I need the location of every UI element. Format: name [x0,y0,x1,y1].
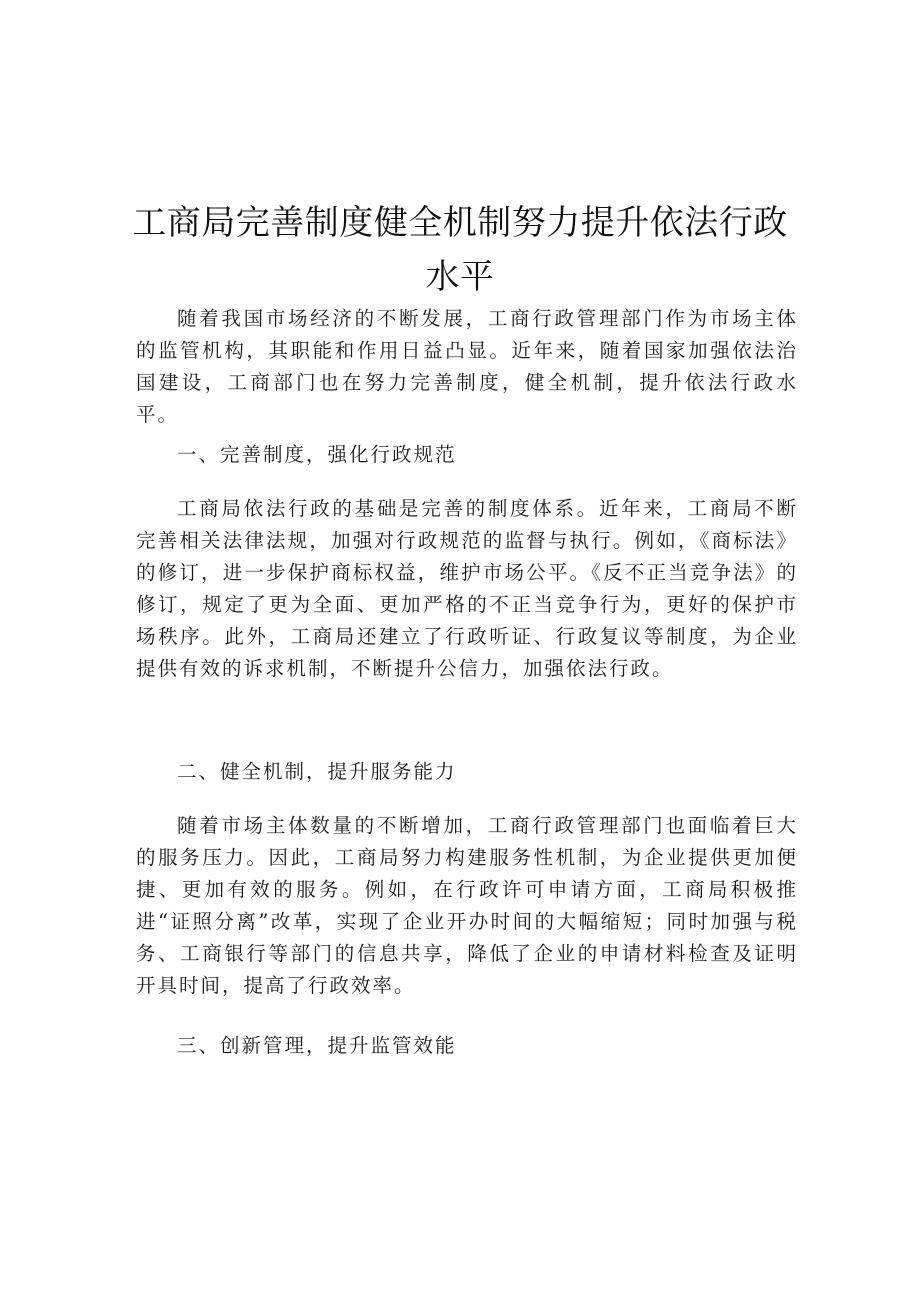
section-1-heading: 一、完善制度，强化行政规范 [177,443,457,466]
section-2-heading: 二、健全机制，提升服务能力 [177,760,457,783]
section-2-paragraph: 随着市场主体数量的不断增加，工商行政管理部门也面临着巨大的服务压力。因此，工商局努力构建服务性机制，为企业提供更加便捷、更加有效的服务。例如，在行政许可申请方面，工商局积极推进“证照分离”改革，实现了企业开办时间的大幅缩短；同时加强与税务、工商银行等部门的信息共享，降低了企业的申请材料检查及证明开具时间，提高了行政效率。 [136,814,798,997]
intro-paragraph: 随着我国市场经济的不断发展，工商行政管理部门作为市场主体的监管机构，其职能和作用日益凸显。近年来，随着国家加强依法治国建设，工商部门也在努力完善制度，健全机制，提升依法行政水平。 [136,307,798,426]
section-3-heading: 三、创新管理，提升监管效能 [177,1034,457,1057]
section-1-paragraph: 工商局依法行政的基础是完善的制度体系。近年来，工商局不断完善相关法律法规，加强对行政规范的监督与执行。例如，《商标法》的修订，进一步保护商标权益，维护市场公平。《反不正当竞争法》的修订，规定了更为全面、更加严格的不正当竞争行为，更好的保护市场秩序。此外，工商局还建立了行政听证、行政复议等制度，为企业提供有效的诉求机制，不断提升公信力，加强依法行政。 [136,497,798,680]
document-title: 工商局完善制度健全机制努力提升依法行政水平 [132,203,788,297]
